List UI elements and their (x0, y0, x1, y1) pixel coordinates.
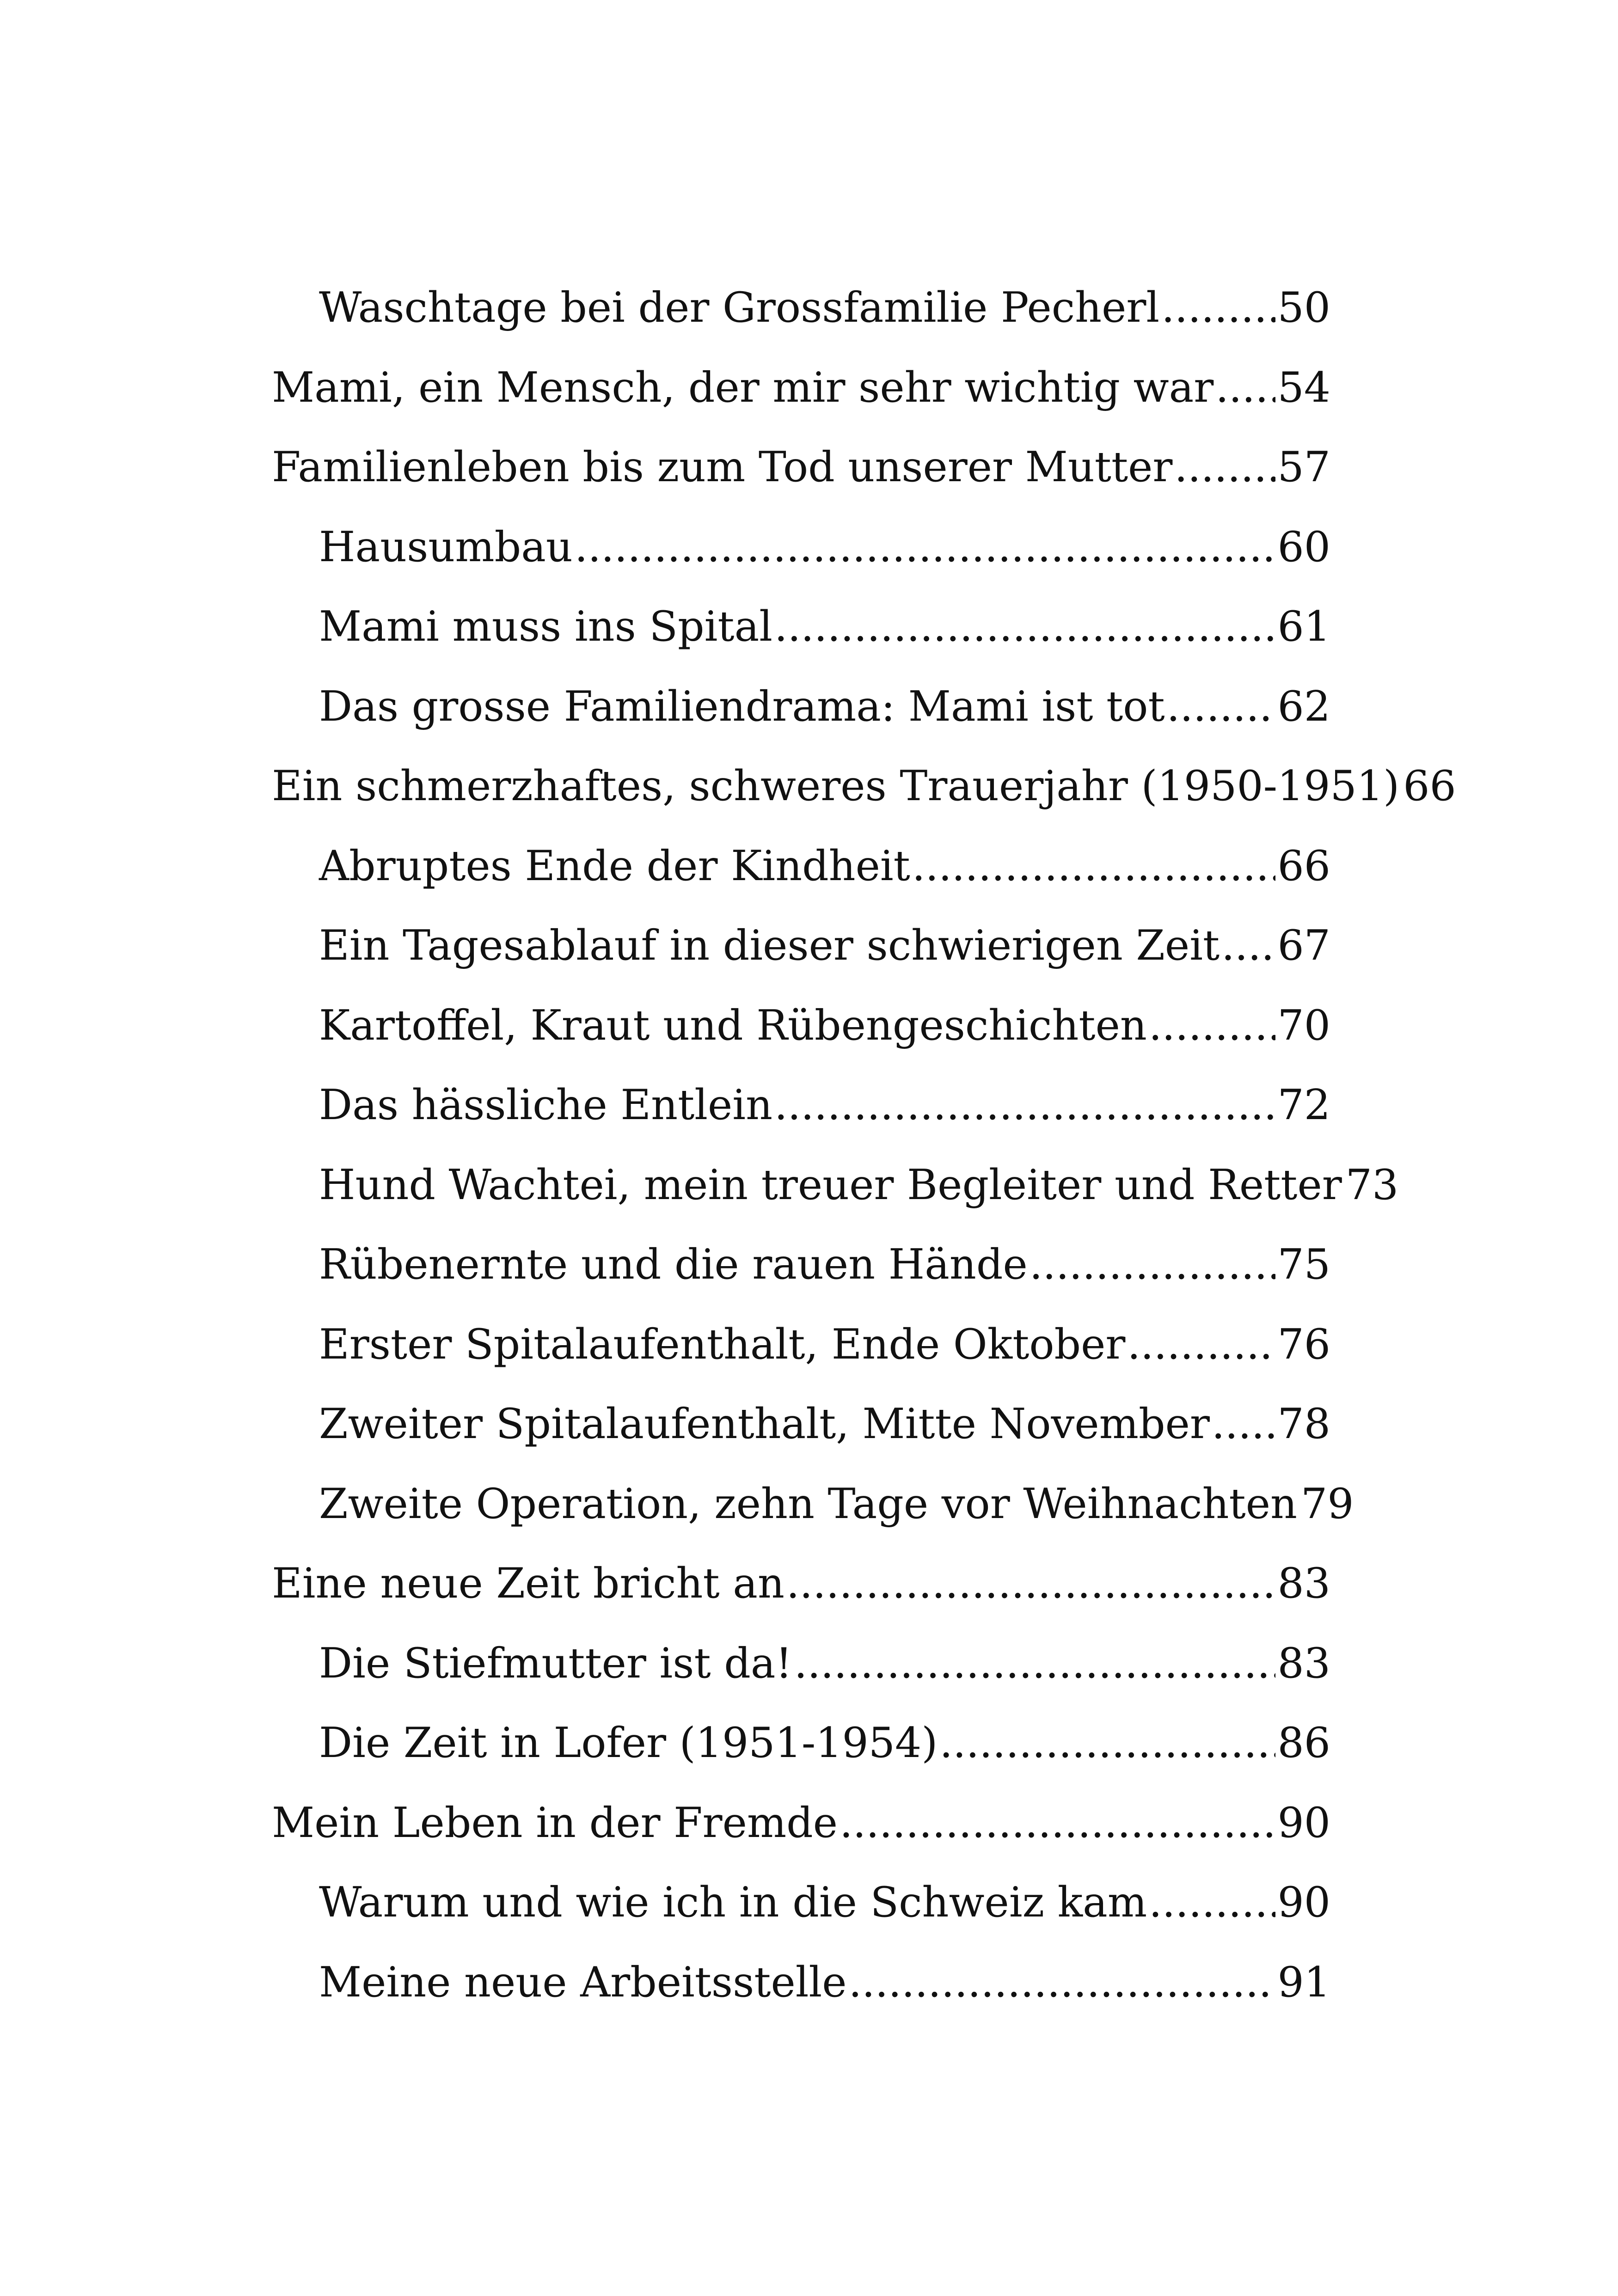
toc-entry-title: Eine neue Zeit bricht an (272, 1559, 784, 1608)
toc-entry[interactable] (272, 1544, 1330, 1624)
toc-entry[interactable] (272, 986, 1330, 1066)
toc-entry-title: Zweite Operation, zehn Tage vor Weihnachten (319, 1479, 1297, 1528)
toc-dot-leader (849, 1943, 1276, 2023)
toc-page-number: 83 (1277, 1639, 1330, 1688)
toc-dot-leader (1149, 1863, 1275, 1943)
toc-entry-title: Mein Leben in der Fremde (272, 1798, 838, 1847)
toc-page-number: 75 (1277, 1240, 1330, 1289)
toc-page-number: 67 (1277, 921, 1330, 970)
toc-dot-leader (1149, 986, 1276, 1066)
toc-page-number: 72 (1277, 1081, 1330, 1129)
toc-entry-title: Das hässliche Entlein (319, 1081, 773, 1129)
toc-entry-title: Zweiter Spitalaufenthalt, Mitte November (319, 1400, 1210, 1448)
toc-entry[interactable] (272, 587, 1330, 667)
toc-page-number: 78 (1277, 1400, 1330, 1448)
toc-dot-leader (786, 1544, 1276, 1624)
toc-entry[interactable] (272, 1863, 1330, 1943)
toc-entry-title: Kartoffel, Kraut und Rübengeschichten (319, 1001, 1147, 1050)
toc-dot-leader (1215, 348, 1275, 428)
toc-entry[interactable] (272, 667, 1330, 747)
toc-entry[interactable] (272, 1384, 1330, 1464)
toc-entry-title: Ein schmerzhaftes, schweres Trauerjahr (1950-1951) (272, 762, 1400, 810)
toc-dot-leader (774, 587, 1275, 667)
toc-page-number: 79 (1300, 1479, 1354, 1528)
toc-page-number: 91 (1277, 1958, 1330, 2007)
toc-entry[interactable] (272, 1943, 1330, 2023)
toc-entry[interactable] (272, 348, 1330, 428)
toc-page-number: 61 (1277, 602, 1330, 651)
toc-entry[interactable] (272, 827, 1330, 906)
toc-entry-title: Waschtage bei der Grossfamilie Pecherl (319, 283, 1160, 332)
table-of-contents (272, 268, 1456, 2022)
toc-dot-leader (1174, 428, 1275, 508)
toc-page-number: 57 (1277, 443, 1330, 491)
toc-dot-leader (794, 1624, 1276, 1704)
toc-dot-leader (1161, 268, 1275, 348)
toc-page-number: 73 (1345, 1160, 1399, 1209)
toc-entry-title: Mami muss ins Spital (319, 602, 773, 651)
toc-dot-leader (1212, 1384, 1276, 1464)
toc-entry-title: Familienleben bis zum Tod unserer Mutter (272, 443, 1173, 491)
toc-entry[interactable] (272, 268, 1330, 348)
toc-page-number: 90 (1277, 1798, 1330, 1847)
toc-entry-title: Ein Tagesablauf in dieser schwierigen Zeit (319, 921, 1220, 970)
toc-page-number: 70 (1277, 1001, 1330, 1050)
toc-entry[interactable] (272, 1464, 1354, 1544)
toc-entry[interactable] (272, 1145, 1399, 1225)
toc-entry[interactable] (272, 747, 1456, 827)
toc-entry-title: Das grosse Familiendrama: Mami ist tot (319, 682, 1165, 731)
toc-entry[interactable] (272, 1305, 1330, 1385)
toc-entry[interactable] (272, 1065, 1330, 1145)
toc-entry[interactable] (272, 1703, 1330, 1783)
toc-entry-title: Hund Wachtei, mein treuer Begleiter und Retter (319, 1160, 1342, 1209)
toc-entry-title: Erster Spitalaufenthalt, Ende Oktober (319, 1320, 1126, 1369)
toc-dot-leader (1030, 1225, 1276, 1305)
toc-entry-title: Die Zeit in Lofer (1951-1954) (319, 1719, 938, 1767)
toc-page-number: 76 (1277, 1320, 1330, 1369)
toc-page-number: 62 (1277, 682, 1330, 731)
toc-dot-leader (575, 508, 1276, 588)
toc-entry[interactable] (272, 1225, 1330, 1305)
toc-entry[interactable] (272, 1624, 1330, 1704)
toc-page-number: 54 (1277, 363, 1330, 412)
toc-entry-title: Die Stiefmutter ist da! (319, 1639, 792, 1688)
toc-dot-leader (1127, 1305, 1275, 1385)
toc-entry[interactable] (272, 428, 1330, 508)
toc-entry-title: Abruptes Ende der Kindheit (319, 841, 910, 890)
toc-page-number: 83 (1277, 1559, 1330, 1608)
toc-dot-leader (939, 1703, 1275, 1783)
toc-entry-title: Meine neue Arbeitsstelle (319, 1958, 847, 2007)
toc-page-number: 50 (1277, 283, 1330, 332)
toc-entry-title: Mami, ein Mensch, der mir sehr wichtig war (272, 363, 1214, 412)
toc-page-number: 60 (1277, 522, 1330, 571)
toc-page-number: 86 (1277, 1719, 1330, 1767)
toc-entry-title: Rübenernte und die rauen Hände (319, 1240, 1028, 1289)
toc-entry[interactable] (272, 508, 1330, 588)
toc-page-number: 66 (1403, 762, 1456, 810)
toc-entry[interactable] (272, 906, 1330, 986)
toc-dot-leader (1167, 667, 1276, 747)
toc-entry[interactable] (272, 1783, 1330, 1863)
toc-page-number: 90 (1277, 1878, 1330, 1927)
toc-entry-title: Hausumbau (319, 522, 573, 571)
toc-dot-leader (840, 1783, 1275, 1863)
toc-dot-leader (1221, 906, 1275, 986)
toc-dot-leader (912, 827, 1276, 906)
toc-dot-leader (774, 1065, 1275, 1145)
toc-page-number: 66 (1277, 841, 1330, 890)
toc-entry-title: Warum und wie ich in die Schweiz kam (319, 1878, 1147, 1927)
